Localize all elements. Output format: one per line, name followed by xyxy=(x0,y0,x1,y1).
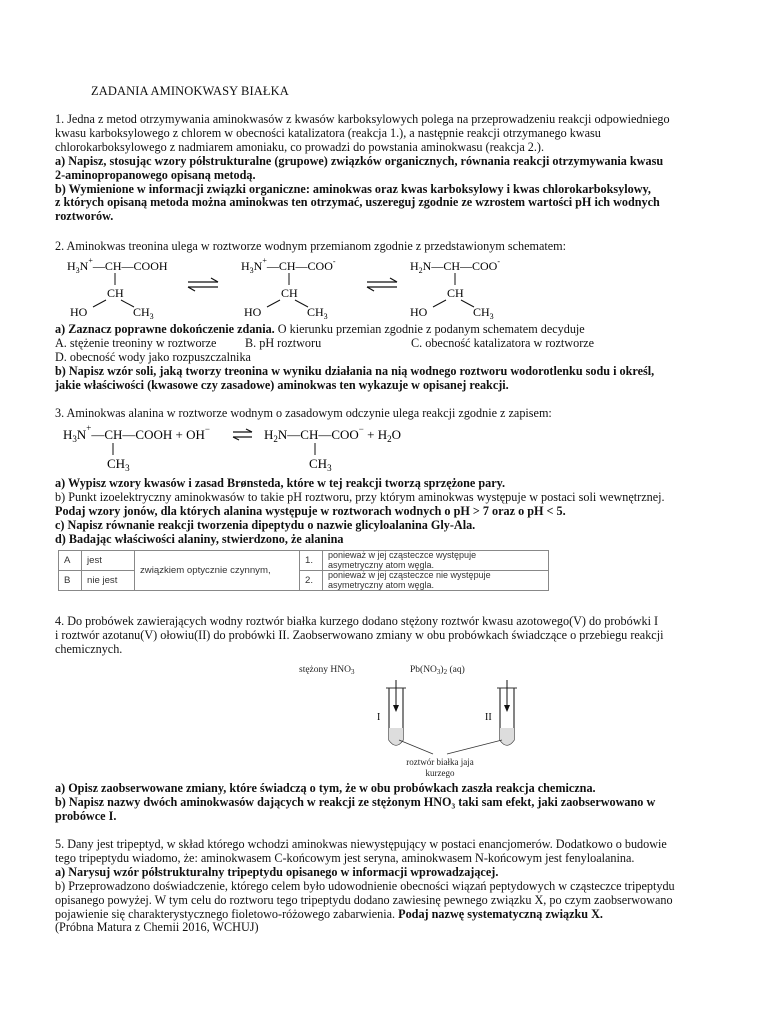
equilibrium-arrow-icon xyxy=(188,278,218,291)
source-citation: (Próbna Matura z Chemii 2016, WCHUJ) xyxy=(55,920,259,935)
q2-task-a: a) Zaznacz poprawne dokończenie zdania. O kierunku przemian zgodnie z podanym schematem decyduje xyxy=(55,322,585,336)
q5-task-b: b) Przeprowadzono doświadczenie, którego celem było udowodnienie obecności wiązań peptydowych w cząsteczce tripeptydu xyxy=(55,878,675,893)
option-number-cell[interactable]: 1. xyxy=(300,551,323,571)
q3-task-b-info: b) Punkt izoelektryczny aminokwasów to takie pH roztworu, przy którym aminokwas występuje w postaci soli wewnętrznej. xyxy=(55,489,665,504)
question-1 xyxy=(55,113,715,224)
q4-task-b: probówce I. xyxy=(55,808,117,823)
svg-text:roztwór białka jaja: roztwór białka jaja xyxy=(406,757,474,767)
q4-task-a: a) Opisz zaobserwowane zmiany, które świadczą o tym, że w obu probówkach zaszła reakcja chemiczna. xyxy=(55,781,596,795)
svg-text:stężony HNO3: stężony $HNO_3$ xyxy=(299,665,355,676)
q2-option-b[interactable]: B. pH roztworu xyxy=(245,335,322,350)
svg-text:CH3: $CH_3$ xyxy=(107,456,130,473)
test-tubes-figure xyxy=(295,660,525,782)
table-row xyxy=(59,571,549,591)
svg-text:HO: HO xyxy=(70,305,88,319)
question-3-intro xyxy=(55,407,715,421)
q5-task-b: opisanego powyżej. W tym celu do roztworu tego tripeptydu dodano zawiesinę pewnego związku X, po czym zaobserwowano xyxy=(55,892,673,907)
svg-text:CH: CH xyxy=(107,286,124,300)
question-3-tasks xyxy=(55,477,715,547)
question-4-tasks xyxy=(55,782,715,824)
threonine-scheme xyxy=(55,254,555,320)
q1-text-line: chlorokarboksylowego z nadmiarem amoniaku, co prowadzi do powstania aminokwasu (reakcja 2.). xyxy=(55,139,545,154)
svg-text:HO: HO xyxy=(244,305,262,319)
q1-task-a: 2-aminopropanowego opisaną metodą. xyxy=(55,167,256,182)
svg-text:kurzego: kurzego xyxy=(425,768,455,778)
question-5 xyxy=(55,838,715,935)
q1-text-line: kwasu karboksylowego z chlorem w obecności katalizatora (reakcja 1.), a następnie reakcji otrzymanego kwasu xyxy=(55,125,601,140)
q3-intro: 3. Aminokwas alanina w roztworze wodnym o zasadowym odczynie ulega reakcji zgodnie z zapisem: xyxy=(55,406,552,420)
svg-text:CH3: $CH_3$ xyxy=(133,305,154,320)
svg-text:CH: CH xyxy=(447,286,464,300)
q2-intro: 2. Aminokwas treonina ulega w roztworze wodnym przemianom zgodnie z przedstawionym schematem: xyxy=(55,239,567,253)
question-4-intro xyxy=(55,615,715,657)
option-reason-cell[interactable]: ponieważ w jej cząsteczce występuje asymetryczny atom węgla. xyxy=(323,551,549,571)
q1-text-line: 1. Jedna z metod otrzymywania aminokwasów z kwasów karboksylowych polega na przeprowadzeniu reakcji odpowiedniego xyxy=(55,112,670,126)
q2-task-b: jakie właściwości (kwasowe czy zasadowe) aminokwas ten wykazuje w opisanej reakcji. xyxy=(55,377,509,392)
svg-text:H2N—CH—COO-: $H_2N—CH—COO^-$ xyxy=(410,257,501,275)
q1-task-b: b) Wymienione w informacji związki organiczne: aminokwas oraz kwas karboksylowy i kwas chlorokarboksylowy, xyxy=(55,181,651,196)
q4-text-line: chemicznych. xyxy=(55,641,123,656)
threonine-anion-structure xyxy=(410,257,500,320)
question-2-tasks xyxy=(55,323,715,393)
q2-task-b: b) Napisz wzór soli, jaką tworzy treonina w wyniku działania na nią wodnego roztworu wodorotlenku sodu i określ, xyxy=(55,363,655,378)
q3-task-b: Podaj wzory jonów, dla których alanina występuje w roztworach wodnych o pH > 7 oraz o pH < 5. xyxy=(55,503,566,518)
question-2-intro xyxy=(55,240,715,254)
svg-text:H3N+—CH—COOH + OH−: $H_3N^+—CH—COOH + OH^-$ xyxy=(63,423,210,444)
option-reason-cell[interactable]: ponieważ w jej cząsteczce nie występuje asymetryczny atom węgla. xyxy=(323,571,549,591)
svg-text:CH: CH xyxy=(281,286,298,300)
svg-text:H3N+—CH—COOH: $H_3N^+—CH—COOH$ xyxy=(67,256,168,275)
q2-option-d[interactable]: D. obecność wody jako rozpuszczalnika xyxy=(55,349,251,364)
alanine-equation-left xyxy=(63,423,210,473)
q5-task-a: a) Narysuj wzór półstrukturalny tripeptydu opisanego w informacji wprowadzającej. xyxy=(55,864,499,879)
svg-text:CH3: $CH_3$ xyxy=(309,456,332,473)
option-text-cell[interactable]: nie jest xyxy=(82,571,135,591)
equilibrium-arrow-icon xyxy=(367,278,397,291)
svg-text:CH3: $CH_3$ xyxy=(473,305,494,320)
q2-option-c[interactable]: C. obecność katalizatora w roztworze xyxy=(411,335,595,350)
q1-task-b: z których opisaną metoda można aminokwas ten otrzymać, uszereguj zgodnie ze wzrostem wartości pH ich wodnych xyxy=(55,195,660,210)
svg-text:H3N+—CH—COO-: $H_3N^+—CH—COO^-$ xyxy=(241,256,336,275)
test-tube-icon xyxy=(377,680,406,745)
q5-text-line: tego tripeptydu wiadomo, że: aminokwasem C-końcowym jest seryna, aminokwasem N-końcowym jest fenyloalanina. xyxy=(55,850,635,865)
option-number-cell[interactable]: 2. xyxy=(300,571,323,591)
q2-option-a[interactable]: A. stężenie treoniny w roztworze xyxy=(55,335,217,350)
svg-text:II: II xyxy=(485,712,492,723)
table-row xyxy=(59,551,549,571)
alanine-options-table xyxy=(58,550,549,591)
svg-text:Pb(NO3)2 (aq): $Pb(NO_3)_2$ (aq) xyxy=(410,665,465,676)
option-letter-cell[interactable]: B xyxy=(59,571,82,591)
q3-task-d: d) Badając właściwości alaniny, stwierdzono, że alanina xyxy=(55,531,344,546)
threonine-cation-structure xyxy=(67,256,168,320)
page-title: ZADANIA AMINOKWASY BIAŁKA xyxy=(91,84,289,98)
option-text-cell[interactable]: jest xyxy=(82,551,135,571)
svg-text:H2N—CH—COO− + H2O: $H_2N—CH—COO^- + H_2O$ xyxy=(264,424,401,444)
q5-text-line: 5. Dany jest tripeptyd, w skład którego wchodzi aminokwas niewystępujący w postaci enancjomerów. Dodatkowo o budowie xyxy=(55,837,667,851)
option-letter-cell[interactable]: A xyxy=(59,551,82,571)
option-middle-cell: związkiem optycznie czynnym, xyxy=(135,551,300,591)
test-tube-icon xyxy=(485,680,517,745)
threonine-zwitterion-structure xyxy=(241,256,336,320)
alanine-equation-right xyxy=(264,424,401,473)
svg-text:CH3: $CH_3$ xyxy=(307,305,328,320)
q1-task-a: a) Napisz, stosując wzory półstrukturalne (grupowe) związków organicznych, równania reakcji otrzymywania kwasu xyxy=(55,153,664,168)
q3-task-a: a) Wypisz wzory kwasów i zasad Brønsteda, które w tej reakcji tworzą sprzężone pary. xyxy=(55,476,506,490)
svg-text:HO: HO xyxy=(410,305,428,319)
q1-task-b: roztworów. xyxy=(55,209,114,224)
q5-task-b: pojawienie się charakterystycznego fioletowo-różowego zabarwienia. Podaj nazwę systematyczną związku X. xyxy=(55,906,603,921)
q3-task-c: c) Napisz równanie reakcji tworzenia dipeptydu o nazwie glicyloalanina Gly-Ala. xyxy=(55,517,476,532)
q4-task-b: b) Napisz nazwy dwóch aminokwasów dających w reakcji ze stężonym HNO₃ taki sam efekt, jaki zaobserwowano w xyxy=(55,794,656,809)
alanine-equation xyxy=(55,422,475,474)
equilibrium-arrow-icon xyxy=(233,429,252,440)
q4-text-line: i roztwór azotanu(V) ołowiu(II) do probówki II. Zaobserwowano zmiany w obu probówkach świadczące o przebiegu reakcji xyxy=(55,627,664,642)
svg-text:I: I xyxy=(377,712,381,723)
q2-options-row xyxy=(55,337,715,351)
q4-text-line: 4. Do probówek zawierających wodny roztwór białka kurzego dodano stężony roztwór kwasu azotowego(V) do probówki I xyxy=(55,614,659,628)
